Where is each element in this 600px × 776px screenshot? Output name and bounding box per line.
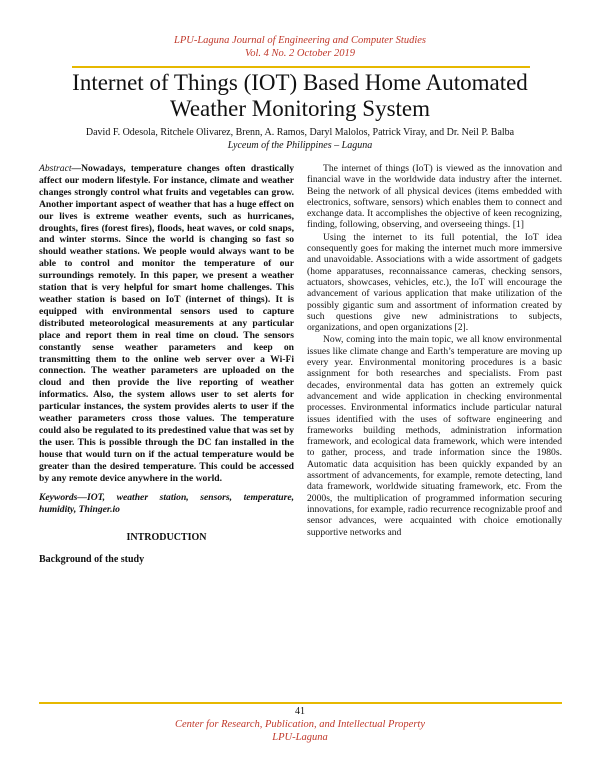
- subsection-heading-background: Background of the study: [39, 554, 145, 566]
- journal-header: [0, 34, 600, 60]
- header-divider: [72, 66, 530, 68]
- body-paragraph-2: Using the internet to its full potential, the IoT idea consequently goes for making the internet much more immersive and unavoidable. Associations with a wide assortment of gadgets (home apparatuses, reconnaissance cameras, checking sensors, actuators, showcases, vehicles, etc.), the IoT will encourage the advancement of various application that make utilization of the possibly gigantic sum and assortment of information created by such questions give new administrations to subjects, organizations, and open organizations [2].: [307, 231, 562, 334]
- footer: [0, 718, 600, 744]
- abstract-text: —Nowadays, temperature changes often drastically affect our modern lifestyle. For instance, climate and weather changes strongly control what fruits and vegetables can grow. Another important aspect of weather that has a huge effect on our lives is extreme weather events, such as hurricanes, droughts, fires (forest fires), floods, heat waves, or cold snaps, and winter storms. Since the world is changing so fast so should weather stations. We people would always want to be able to control and monitor the temperature of our surroundings remotely. In this paper, we present a weather station that is very helpful for smart home challenges. This weather station is based on IoT (internet of things). It is equipped with environmental sensors used to capture distributed meteorological measurements at any particular place and report them in real time on cloud. The sensors constantly sense weather parameters and keep on transmitting them to the online web server over a Wi-Fi connection. The weather parameters are uploaded on the cloud and then provide the live reporting of weather informatics. Also, the system allows user to set alerts for particular instances, the system provides alerts to user if the weather parameters cross those values. The temperature could also be regulated to its predestined value that was set by the user. This is possible through the DC fan installed in the house that would turn on if the actual temperature would be greater than the desired temperature. This could be accessed by any remote device anywhere in the world.: [39, 163, 294, 484]
- section-heading-introduction: INTRODUCTION: [126, 532, 207, 544]
- affiliation: Lyceum of the Philippines – Laguna: [227, 140, 373, 151]
- journal-name: LPU-Laguna Journal of Engineering and Computer Studies: [174, 35, 426, 46]
- keywords-text: —IOT, weather station, sensors, temperature, humidity, Thinger.io: [39, 492, 294, 516]
- body-paragraph-3: Now, coming into the main topic, we all know environmental issues like climate change and Earth’s temperature are moving up every year. Environmental monitoring procedures is a basic assignment for both researches and specialists. From past decades, environmental data has gotten an extremely quick advancement and wide application in checking environmental processes. Environmental informatics include particular natural issues identified with the uses of software engineering and frameworks building methods, administration information framework, and ecological data framework, which were intended to gather, process, and trade information since the 1980s. Automatic data acquisition has been quickly expanded by an assortment of advancements, for example, remote detecting, land data framework, worldwide situating framework, etc. From the 2000s, the multiplication of programmed information securing innovations, for example, radio recurrence recognizable proof and sensor advances, were acquainted with choice emotionally supportive networks and: [307, 334, 562, 538]
- abstract: [39, 163, 294, 484]
- abstract-label: Abstract: [39, 163, 72, 174]
- paper-title: [0, 70, 600, 122]
- footer-divider: [39, 702, 562, 704]
- keywords-label: Keywords: [39, 492, 78, 504]
- journal-volume: Vol. 4 No. 2 October 2019: [245, 48, 355, 59]
- left-column: [39, 163, 294, 566]
- authors: David F. Odesola, Ritchele Olivarez, Brenn, A. Ramos, Daryl Malolos, Patrick Viray, and Dr. Neil P. Balba: [85, 127, 515, 138]
- title-line-1: Internet of Things (IOT) Based Home Automated: [72, 70, 528, 95]
- page-number: 41: [295, 706, 305, 717]
- right-column: [307, 163, 562, 539]
- title-line-2: Weather Monitoring System: [169, 96, 431, 121]
- footer-center-name: Center for Research, Publication, and Intellectual Property: [174, 719, 425, 730]
- footer-institution: LPU-Laguna: [272, 732, 328, 743]
- keywords: [39, 492, 294, 516]
- body-paragraph-1: The internet of things (IoT) is viewed as the innovation and financial wave in the worldwide data industry after the internet. Being the network of all physical devices (items embedded with electronics, software, sensors) which enables them to connect and exchange data. It accomplishes the objective of keen recognizing, finding, following, observing, and overseeing things. [1]: [307, 163, 562, 231]
